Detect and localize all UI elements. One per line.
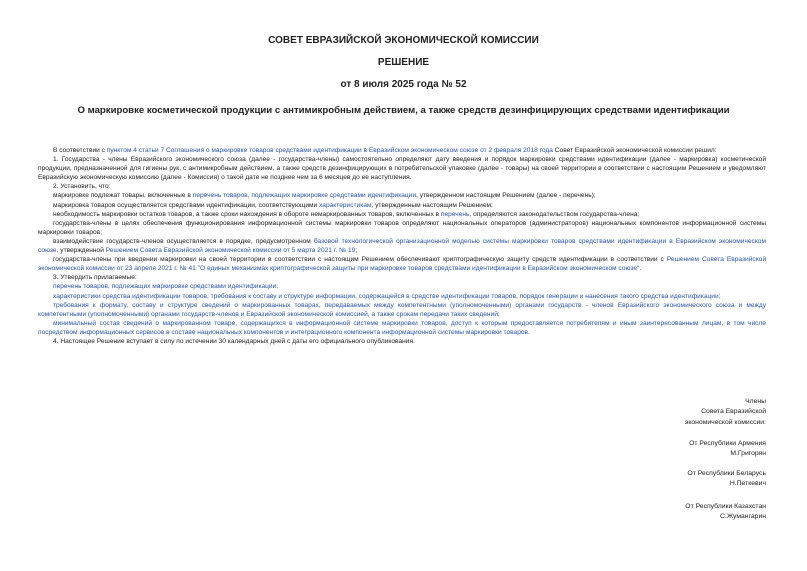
signature-kazakhstan [685, 502, 766, 523]
council-name: СОВЕТ ЕВРАЗИЙСКОЙ ЭКОНОМИЧЕСКОЙ КОМИССИИ [268, 35, 539, 46]
members-line-3: экономической комиссии: [684, 418, 766, 426]
item-2-c [38, 210, 766, 219]
members-line-2: Совета Евразийской [701, 408, 766, 416]
item-3-d-link[interactable]: минимальный состав сведений о маркированном товаре, содержащихся в информационной системе маркировки товаров, доступ к которым предоставляется потребителям и иным заинтересованным лицам, в том числе посредством информационных сервисов в составе национальных компонентов и интеграционного компонента информационной системы маркировки товаров. [38, 319, 766, 336]
item-2-b [38, 201, 766, 210]
intro-text-before: В соответствии с [53, 147, 107, 154]
intro-paragraph [38, 146, 766, 155]
item-3-head: 3. Утвердить прилагаемые: [53, 274, 137, 282]
item-3-a-link[interactable]: перечень товаров, подлежащих маркировке средствами идентификации; [53, 283, 279, 291]
kazakhstan-signatory: С.Жумангарин [720, 513, 766, 521]
intro-text-after: Совет Евразийской экономической комиссии решил: [552, 147, 717, 154]
item-2-f-before: государства-члены при введении маркировки на своей территории в соответствии с настоящим Решением обеспечивают криптографическую защиту средств идентификации в соответствии с [53, 256, 667, 264]
item-3-b-link[interactable]: характеристики средства идентификации товаров, требования к составу и структуре информации, содержащейся в средстве идентификации товаров, порядок генерации и нанесения такого средства идентификации; [53, 292, 721, 300]
decision-41-link[interactable]: Решением Совета Евразийской экономической комиссии от 23 апреля 2021 г. № 41 "О единых механизмах криптографической защиты при маркировке товаров средствами идентификации в Евразийском экономическом союзе" [38, 256, 767, 273]
document-date-number: от 8 июля 2025 года № 52 [340, 79, 467, 90]
item-3-b-para [38, 292, 766, 301]
item-2-head: 2. Установить, что: [53, 183, 111, 191]
item-2-a-before: маркировке подлежат товары, включенные в [53, 192, 193, 200]
signature-belarus [687, 469, 766, 490]
armenia-country: От Республики Армения [689, 440, 766, 447]
item-2-b-after: , утвержденным настоящим Решением; [371, 201, 493, 209]
item-2-f-after: . [639, 265, 642, 273]
document-subject: О маркировке косметической продукции с антимикробным действием, а также средств дезинфицирующих средствами идентификации [77, 105, 730, 116]
item-2-e-after: ; [355, 247, 358, 255]
signatories-heading [685, 397, 766, 428]
item-2-d: государства-члены в целях обеспечения функционирования информационной системы маркировки товаров определяют национальных операторов (администраторов) национальных компонентов информационной системы маркировки товаров; [38, 219, 766, 236]
item-2-c-after: , определяются законодательством государства-члена; [469, 210, 640, 218]
list-link[interactable]: перечень [440, 210, 470, 218]
signature-armenia [689, 439, 766, 460]
agreement-link[interactable]: пунктом 4 статьи 7 Соглашения о маркировке товаров средствами идентификации в Евразийском экономическом союзе от 2 февраля 2018 года [106, 147, 553, 154]
item-2-f [38, 255, 766, 273]
item-2-b-before: маркировка товаров осуществляется средствами идентификации, соответствующими [53, 201, 320, 209]
item-2-e-mid: , утвержденной [56, 247, 106, 255]
characteristics-link[interactable]: характеристикам [319, 201, 372, 209]
item-1: 1. Государства - члены Евразийского экономического союза (далее - государства-члены) самостоятельно определяют дату введения и порядок маркировки средствами идентификации (далее - маркировка) косметической продукции, предназначенной для гигиены рук, с антимикробным действием, а также средств дезинфицирующих в потребительской упаковке (далее - товары) на своей территории в соответствии с настоящим Решением и уведомляют Евразийскую экономическую комиссию (далее - Комиссия) о такой дате не позднее чем за 6 месяцев до ее наступления. [38, 156, 766, 182]
item-2-a-after: , утвержденном настоящим Решением (далее - перечень); [416, 192, 596, 200]
document-body [38, 146, 766, 346]
goods-list-link[interactable]: перечень товаров, подлежащих маркировке средствами идентификации [192, 192, 417, 200]
item-3-a-para [38, 282, 766, 291]
item-2-e-before: взаимодействие государств-членов осуществляется в порядке, предусмотренном [53, 237, 314, 245]
item-4: 4. Настоящее Решение вступает в силу по истечении 30 календарных дней с даты его официального опубликования. [53, 337, 415, 345]
item-3-d-para [38, 319, 766, 337]
item-3-c-link[interactable]: требования к формату, составу и структуре сведений о маркированных товарах, передаваемых между компетентными (уполномоченными) органами государств - членов Евразийского экономического союза и между компетентными (уполномоченными) органами государств-членов и Евразийской экономической комиссией, а также срокам передачи таких сведений; [38, 301, 766, 318]
decision-19-link[interactable]: Решением Совета Евразийской экономической комиссии от 5 марта 2021 г. № 19 [105, 247, 356, 255]
members-line-1: Члены [745, 398, 766, 405]
belarus-signatory: Н.Петкевич [729, 480, 766, 488]
base-model-link[interactable]: базовой технологической организационной моделью системы маркировки товаров средствами идентификации в Евразийском экономическом союзе [38, 237, 767, 255]
armenia-signatory: М.Григорян [730, 450, 766, 458]
item-2-a [38, 191, 766, 200]
item-2-c-before: необходимость маркировки остатков товаров, а также сроки нахождения в обороте немаркированных товаров, включенных в [53, 210, 441, 218]
item-3-c-para [38, 301, 766, 319]
item-2-e [38, 237, 766, 255]
document-type: РЕШЕНИЕ [377, 57, 430, 68]
belarus-country: От Республики Беларусь [687, 470, 766, 477]
kazakhstan-country: От Республики Казахстан [685, 503, 766, 510]
